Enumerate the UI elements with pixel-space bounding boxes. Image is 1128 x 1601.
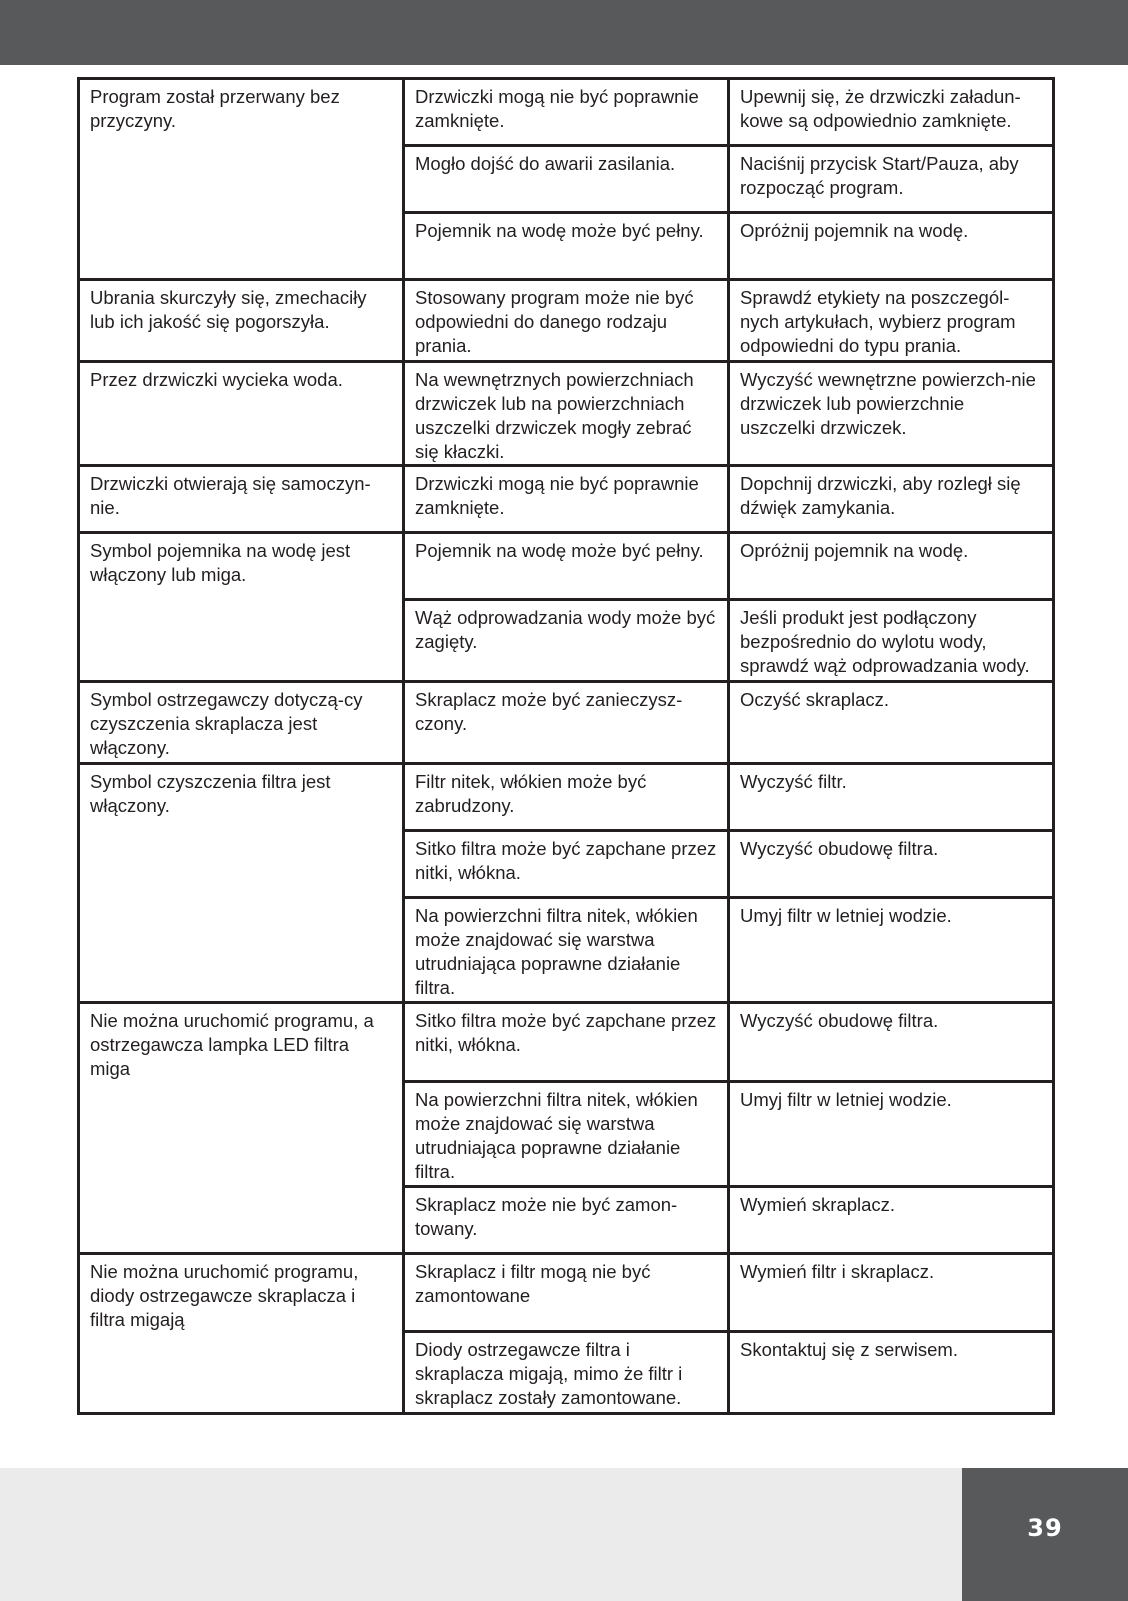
- solution-cell: Wymień skraplacz.: [729, 1186, 1054, 1253]
- cause-cell: Pojemnik na wodę może być pełny.: [404, 533, 729, 600]
- solution-cell: Skontaktuj się z serwisem.: [729, 1332, 1054, 1414]
- table-row: [79, 600, 1054, 682]
- solution-cell: Jeśli produkt jest podłączony bezpośrednio do wylotu wody, sprawdź wąż odprowadzania wody.: [729, 600, 1054, 682]
- cause-cell: Na powierzchni filtra nitek, włókien może znajdować się warstwa utrudniająca poprawne działanie filtra.: [404, 898, 729, 1003]
- table-row: [79, 1253, 1054, 1332]
- problem-cell: Symbol ostrzegawczy dotyczą-cy czyszczenia skraplacza jest włączony.: [79, 682, 404, 764]
- table-row: [79, 682, 1054, 764]
- problem-cell-continued: [79, 213, 404, 280]
- cause-cell: Diody ostrzegawcze filtra i skraplacza migają, mimo że filtr i skraplacz zostały zamontowane.: [404, 1332, 729, 1414]
- cause-cell: Drzwiczki mogą nie być poprawnie zamknięte.: [404, 79, 729, 146]
- problem-cell: Symbol czyszczenia filtra jest włączony.: [79, 764, 404, 831]
- problem-cell-continued: [79, 146, 404, 213]
- footer-bar: [0, 1468, 1128, 1601]
- cause-cell: Pojemnik na wodę może być pełny.: [404, 213, 729, 280]
- table-row: [79, 1081, 1054, 1186]
- solution-cell: Oczyść skraplacz.: [729, 682, 1054, 764]
- cause-cell: Drzwiczki mogą nie być poprawnie zamknięte.: [404, 466, 729, 533]
- table-row: [79, 362, 1054, 466]
- solution-cell: Wyczyść wewnętrzne powierzch-nie drzwiczek lub powierzchnie uszczelki drzwiczek.: [729, 362, 1054, 466]
- problem-cell: Nie można uruchomić programu, a ostrzegawcza lampka LED filtra miga: [79, 1003, 404, 1082]
- problem-cell: Drzwiczki otwierają się samoczyn-nie.: [79, 466, 404, 533]
- cause-cell: Skraplacz może nie być zamon-towany.: [404, 1186, 729, 1253]
- problem-cell-continued: [79, 898, 404, 1003]
- table-row: [79, 764, 1054, 831]
- table-row: [79, 280, 1054, 362]
- table-row: [79, 533, 1054, 600]
- table-row: [79, 1003, 1054, 1082]
- solution-cell: Umyj filtr w letniej wodzie.: [729, 898, 1054, 1003]
- solution-cell: Wyczyść filtr.: [729, 764, 1054, 831]
- problem-cell: Nie można uruchomić programu, diody ostrzegawcze skraplacza i filtra migają: [79, 1253, 404, 1332]
- table-row: [79, 146, 1054, 213]
- solution-cell: Sprawdź etykiety na poszczegól-nych artykułach, wybierz program odpowiedni do typu prania.: [729, 280, 1054, 362]
- problem-cell-continued: [79, 1332, 404, 1414]
- cause-cell: Stosowany program może nie być odpowiedni do danego rodzaju prania.: [404, 280, 729, 362]
- problem-cell-continued: [79, 831, 404, 898]
- cause-cell: Skraplacz może być zanieczysz-czony.: [404, 682, 729, 764]
- problem-cell: Symbol pojemnika na wodę jest włączony lub miga.: [79, 533, 404, 600]
- table-row: [79, 79, 1054, 146]
- solution-cell: Wyczyść obudowę filtra.: [729, 831, 1054, 898]
- page-number: 39: [1027, 1514, 1063, 1542]
- solution-cell: Opróżnij pojemnik na wodę.: [729, 213, 1054, 280]
- solution-cell: Umyj filtr w letniej wodzie.: [729, 1081, 1054, 1186]
- solution-cell: Upewnij się, że drzwiczki załadun-kowe są odpowiednio zamknięte.: [729, 79, 1054, 146]
- problem-cell: Program został przerwany bez przyczyny.: [79, 79, 404, 146]
- cause-cell: Filtr nitek, włókien może być zabrudzony.: [404, 764, 729, 831]
- solution-cell: Dopchnij drzwiczki, aby rozległ się dźwięk zamykania.: [729, 466, 1054, 533]
- problem-cell: Przez drzwiczki wycieka woda.: [79, 362, 404, 466]
- table-row: [79, 466, 1054, 533]
- solution-cell: Wyczyść obudowę filtra.: [729, 1003, 1054, 1082]
- table-row: [79, 213, 1054, 280]
- problem-cell-continued: [79, 1186, 404, 1253]
- solution-cell: Wymień filtr i skraplacz.: [729, 1253, 1054, 1332]
- cause-cell: Na powierzchni filtra nitek, włókien może znajdować się warstwa utrudniająca poprawne działanie filtra.: [404, 1081, 729, 1186]
- table-row: [79, 1186, 1054, 1253]
- cause-cell: Skraplacz i filtr mogą nie być zamontowane: [404, 1253, 729, 1332]
- problem-cell-continued: [79, 600, 404, 682]
- table-row: [79, 831, 1054, 898]
- problem-cell: Ubrania skurczyły się, zmechaciły lub ich jakość się pogorszyła.: [79, 280, 404, 362]
- cause-cell: Na wewnętrznych powierzchniach drzwiczek lub na powierzchniach uszczelki drzwiczek mogły zebrać się kłaczki.: [404, 362, 729, 466]
- cause-cell: Sitko filtra może być zapchane przez nitki, włókna.: [404, 831, 729, 898]
- table-row: [79, 1332, 1054, 1414]
- table-row: [79, 898, 1054, 1003]
- cause-cell: Mogło dojść do awarii zasilania.: [404, 146, 729, 213]
- solution-cell: Opróżnij pojemnik na wodę.: [729, 533, 1054, 600]
- troubleshooting-table: [77, 77, 1055, 1415]
- problem-cell-continued: [79, 1081, 404, 1186]
- solution-cell: Naciśnij przycisk Start/Pauza, aby rozpocząć program.: [729, 146, 1054, 213]
- cause-cell: Wąż odprowadzania wody może być zagięty.: [404, 600, 729, 682]
- cause-cell: Sitko filtra może być zapchane przez nitki, włókna.: [404, 1003, 729, 1082]
- header-bar: [0, 0, 1128, 65]
